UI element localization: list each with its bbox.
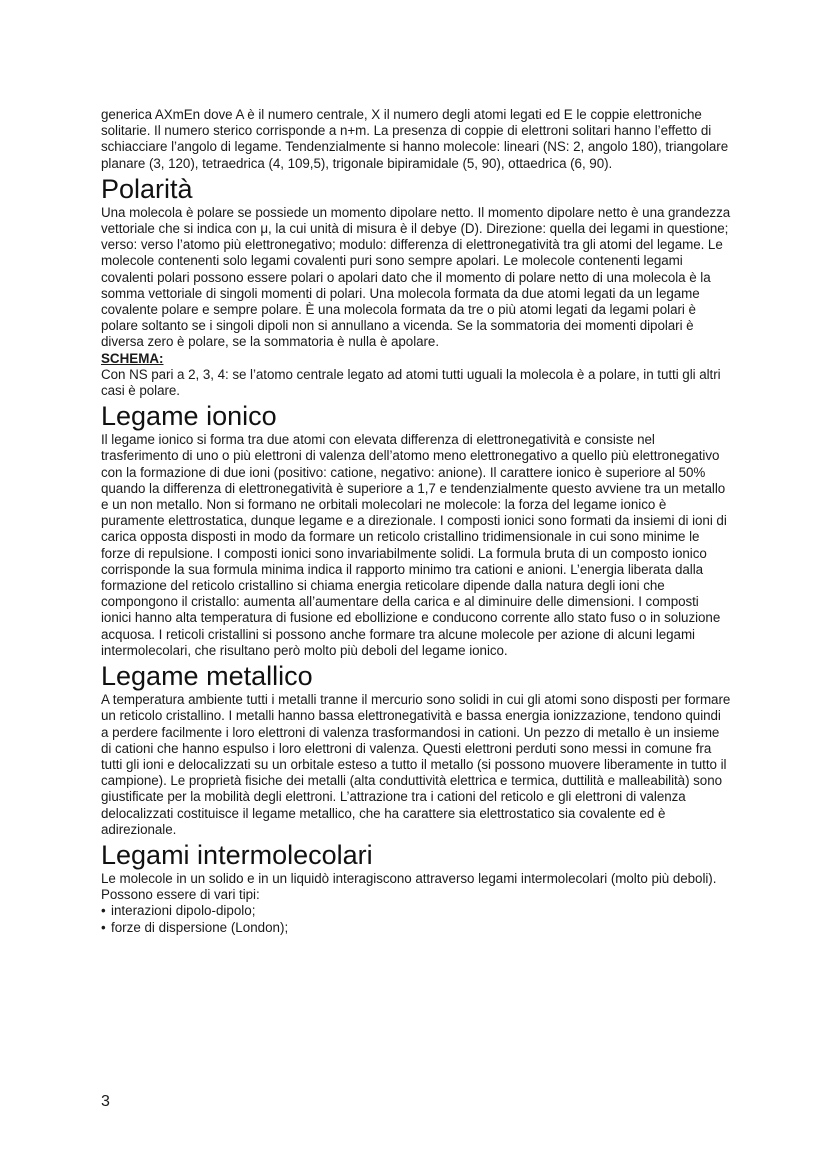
list-item-text: forze di dispersione (London);	[111, 919, 289, 935]
list-item	[101, 920, 731, 936]
list-item-text: interazioni dipolo-dipolo;	[111, 903, 256, 919]
intro-paragraph: generica AXmEn dove A è il numero centrale, X il numero degli atomi legati ed E le coppie elettroniche solitarie. Il numero sterico corrisponde a n+m. La presenza di coppie di elettroni solitari hanno l’effetto di schiacciare l’angolo di legame. Tendenzialmente si hanno molecole: lineari (NS: 2, angolo 180), triangolare planare (3, 120), tetraedrica (4, 109,5), trigonale bipiramidale (5, 90), ottaedrica (6, 90).	[101, 107, 729, 171]
intermolecular-list	[101, 903, 731, 935]
section-title-polarita: Polarità	[101, 173, 193, 204]
legame-metallico-paragraph: A temperatura ambiente tutti i metalli tranne il mercurio sono solidi in cui gli atomi sono disposti per formare un reticolo cristallino. I metalli hanno bassa elettronegatività e bassa energia ionizzazione, tendono quindi a perdere facilmente i loro elettroni di valenza trasformandosi in cationi. Un pezzo di metallo è un insieme di cationi che hanno espulso i loro elettroni di valenza. Questi elettroni perduti sono messi in comune fra tutti gli ioni e delocalizzati su un orbitale esteso a tutto il metallo (si possono muovere liberamente in tutto il campione). Le proprietà fisiche dei metalli (alta conduttività elettrica e termica, duttilità e malleabilità) sono giustificate per la mobilità degli elettroni. L’attrazione tra i cationi del reticolo e gli elettroni di valenza delocalizzati costituisce il legame metallico, che ha carattere sia elettrostatico sia covalente ed è adirezionale.	[101, 692, 731, 837]
schema-label: SCHEMA:	[101, 350, 164, 366]
list-item	[101, 903, 731, 919]
polarita-paragraph: Una molecola è polare se possiede un momento dipolare netto. Il momento dipolare netto è una grandezza vettoriale che si indica con μ, la cui unità di misura è il debye (D). Direzione: quella dei legami in questione; verso: verso l’atomo più elettronegativo; modulo: differenza di elettronegatività tra gli atomi del legame. Le molecole contenenti solo legami covalenti puri sono sempre apolari. Le molecole contenenti legami covalenti polari possono essere polari o apolari dato che il momento di polare netto di una molecola è la somma vettoriale di singoli momenti di polari. Una molecola formata da due atomi legati da un legame covalente polare e sempre polare. È una molecola formata da tre o più atomi legati da legami polari è polare soltanto se i singoli dipoli non si annullano a vicenda. Se la sommatoria dei momenti dipolari è diversa zero è polare, se la sommatoria è nulla è apolare.	[101, 204, 731, 350]
section-title-legame-ionico: Legame ionico	[101, 401, 277, 432]
section-title-legami-intermolecolari: Legami intermolecolari	[101, 839, 373, 870]
schema-paragraph: Con NS pari a 2, 3, 4: se l’atomo centrale legato ad atomi tutti uguali la molecola è a polare, in tutti gli altri casi è polare.	[101, 366, 721, 399]
bullet-icon: •	[101, 919, 106, 935]
page-content	[101, 107, 731, 936]
page-number: 3	[101, 1093, 110, 1110]
legami-intermolecolari-paragraph: Le molecole in un solido e in un liquidò interagiscono attraverso legami intermolecolari (molto più deboli). Possono essere di vari tipi:	[101, 870, 717, 903]
section-title-legame-metallico: Legame metallico	[101, 661, 313, 692]
legame-ionico-paragraph: Il legame ionico si forma tra due atomi con elevata differenza di elettronegatività e consiste nel trasferimento di uno o più elettroni di valenza dell’atomo meno elettronegativo a quello più elettronegativo con la formazione di due ioni (positivo: catione, negativo: anione). Il carattere ionico è superiore al 50% quando la differenza di elettronegatività è superiore a 1,7 e tendenzialmente questo avviene tra un metallo e un non metallo. Non si formano ne orbitali molecolari ne molecole: la forza del legame ionico è puramente elettrostatica, dunque legame e a direzionale. I composti ionici sono formati da insiemi di ioni di carica opposta disposti in modo da formare un reticolo cristallino tridimensionale in cui sono minime le forze di repulsione. I composti ionici sono invariabilmente solidi. La formula bruta di un composto ionico corrisponde la sua formula minima indica il rapporto minimo tra cationi e anioni. L’energia liberata dalla formazione del reticolo cristallino si chiama energia reticolare dipende dalla natura degli ioni che compongono il cristallo: aumenta all’aumentare della carica e al diminuire delle dimensioni. I composti ionici hanno alta temperatura di fusione ed ebollizione e conducono corrente allo stato fuso o in soluzione acquosa. I reticoli cristallini si possono anche formare tra alcune molecole per azione di alcuni legami intermolecolari, che risultano però molto più deboli del legame ionico.	[101, 432, 727, 658]
bullet-icon: •	[101, 903, 106, 919]
